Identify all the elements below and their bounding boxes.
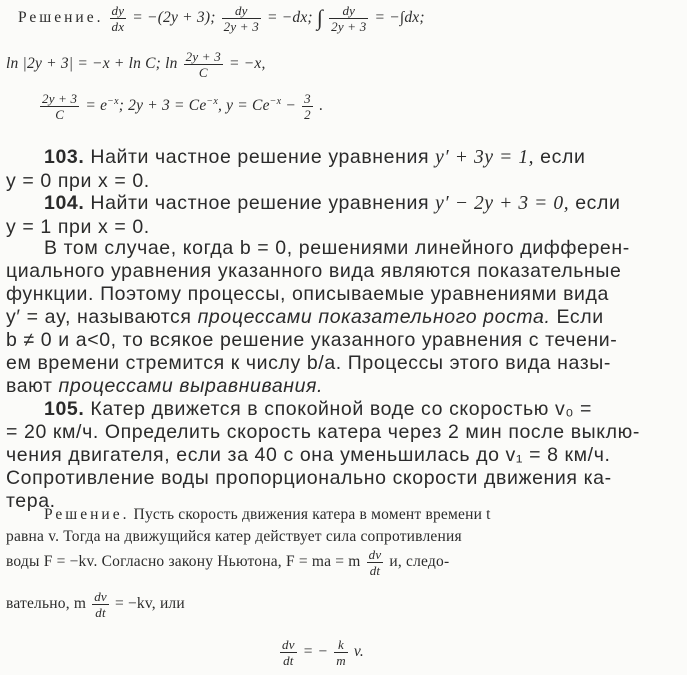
problem-number: 104. [44,192,85,214]
solution2-line4: вательно, m $\frac{dv}{dt}$ = −kv, или [6,589,185,620]
fraction-dv-dt: $\frac{dv}{dt}$ [94,589,107,620]
solution1-heading: Решение. [18,9,104,27]
problem-105-line: = 20 км/ч. Определить скорость катера через 2 мин после выклю- [6,421,640,443]
fraction-k-m: $\frac{k}{m}$ [336,637,346,668]
differential-equation: $\frac{dv}{dt}$ = − $\frac{k}{m}$ v. [282,637,364,668]
theory-line: y′ = ay, называются процессами показательного роста. Если [6,306,604,328]
emphasis-term: процессами показательного роста. [197,306,551,328]
problem-105-line: тера. [6,490,56,512]
equation-part: = −dx; [266,9,313,27]
theory-line: вают процессами выравнивания. [6,375,324,397]
theory-line: b ≠ 0 и a<0, то всякое решение указанного уравнения с течени- [6,329,618,351]
equation-part: = −∫dx; [374,9,425,27]
problem-104-line2: y = 1 при x = 0. [6,216,150,238]
fraction-dy-dx: $\frac{dy}{dx}$ [111,3,125,34]
fraction-2y3-C: $\frac{2y + 3}{C}$ [185,49,221,80]
solution1-line1 [18,4,687,33]
problem-105: 105. Катер движется в спокойной воде со скоростью v₀ = [44,398,593,420]
fraction-dv-dt: $\frac{dv}{dt}$ [368,547,382,578]
theory-line: ем времени стремится к числу b/a. Процессы этого вида назы- [6,352,611,374]
equation-part: ln |2y + 3| = −x + ln C; ln [6,55,178,73]
solution2-line1: Решение. Пусть скорость движения катера в момент времени t [44,506,491,523]
fraction-dv-dt: $\frac{dv}{dt}$ [282,637,295,668]
solution2-line2: равна v. Тогда на движущийся катер действует сила сопротивления [6,528,462,545]
problem-number: 105. [44,398,85,420]
emphasis-term: процессами выравнивания. [58,375,324,397]
theory-line: функции. Поэтому процессы, описываемые уравнениями вида [6,283,609,305]
solution2-heading: Решение. [44,506,130,523]
problem-103-line2: y = 0 при x = 0. [6,170,150,192]
problem-105-line: чения двигателя, если за 40 с она уменьшилась до v₁ = 8 км/ч. [6,444,611,466]
fraction-dy-2y3: $\frac{dy}{2y + 3}$ [331,3,367,34]
fraction-dy-2y3: $\frac{dy}{2y + 3}$ [223,3,259,34]
solution2-line3: воды F = −kv. Согласно закону Ньютона, F = ma = m $\frac{dv}{dt}$ и, следо- [6,547,450,578]
problem-103: 103. Найти частное решение уравнения y′ + 3y = 1, если [44,146,586,168]
solution1-line3: $\frac{2y + 3}{C}$ = $e^{-x}$; $2y + 3 = Ce^{-x}$, $y = Ce^{-x}$ − $\frac{3}{2}$ . [42,91,323,122]
equation-part: = −(2y + 3); [132,9,216,27]
theory-line: В том случае, когда b = 0, решениями линейного дифферен- [44,237,630,259]
problem-number: 103. [44,146,85,168]
equation-part: = −x, [228,55,266,73]
fraction-3-2: $\frac{3}{2}$ [304,91,311,122]
integral-sign: ∫ [316,5,324,31]
problem-105-line: Сопротивление воды пропорционально скорости движения ка- [6,467,612,489]
theory-line: циального уравнения указанного вида являются показательные [6,260,622,282]
fraction-2y3-C: $\frac{2y + 3}{C}$ [42,91,78,122]
problem-104: 104. Найти частное решение уравнения y′ − 2y + 3 = 0, если [44,192,621,214]
solution1-line2 [6,50,687,79]
